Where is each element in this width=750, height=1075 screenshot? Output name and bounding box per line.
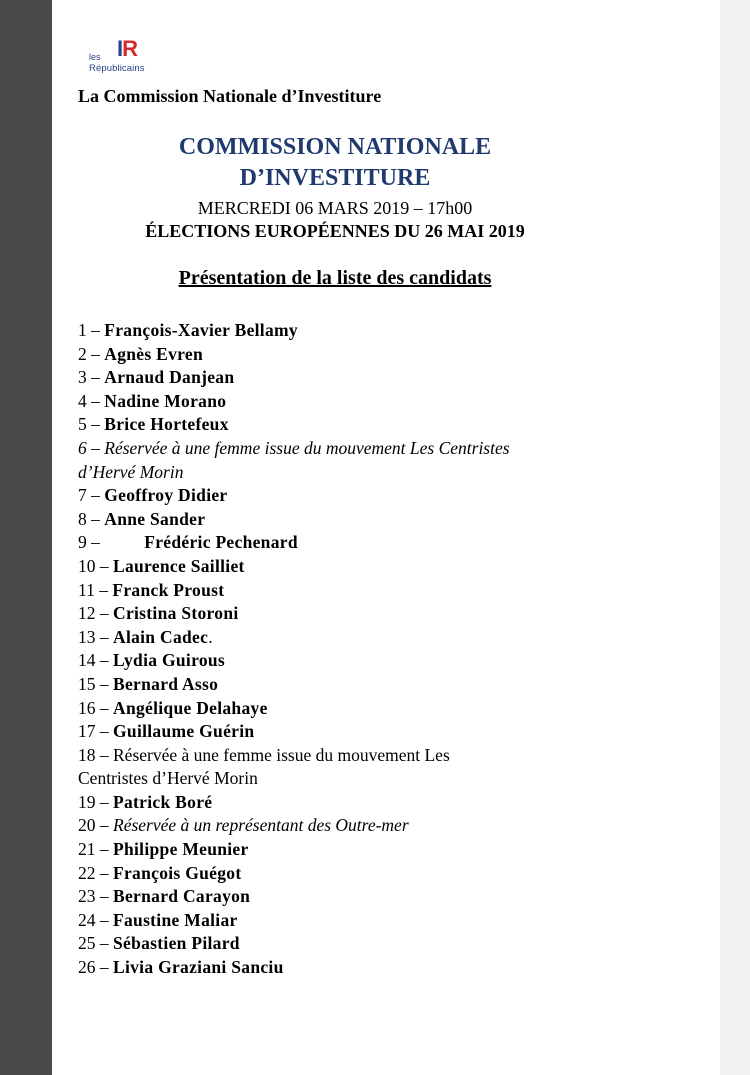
reserved-list-item: 6 – Réservée à une femme issue du mouvement Les Centristes d’Hervé Morin (78, 437, 510, 482)
election-title: ÉLECTIONS EUROPÉENNES DU 26 MAI 2019 (145, 221, 525, 241)
list-item: 1 – François-Xavier Bellamy (78, 320, 298, 340)
logo-republicains-text: Républicains (89, 63, 145, 74)
meeting-date: MERCREDI 06 MARS 2019 – 17h00 (197, 198, 473, 218)
list-heading: Présentation de la liste des candidats (178, 267, 492, 289)
list-item: 26 – Livia Graziani Sanciu (78, 957, 284, 978)
list-item: 14 – Lydia Guirous (78, 650, 226, 671)
list-item: 4 – Nadine Morano (78, 390, 227, 411)
logo-les-text: les (89, 52, 101, 62)
list-item: 21 – Philippe Meunier (78, 839, 249, 860)
list-item: 11 – Franck Proust (78, 579, 225, 600)
list-item: 13 – Alain Cadec. (78, 626, 213, 647)
list-item: 23 – Bernard Carayon (78, 886, 251, 907)
commission-header: La Commission Nationale d’Investiture (78, 86, 382, 106)
list-item: 24 – Faustine Maliar (78, 909, 238, 930)
list-item: 3 – Arnaud Danjean (78, 367, 235, 388)
reserved-list-item: 18 – Réservée à une femme issue du mouvement Les Centristes d’Hervé Morin (78, 744, 450, 789)
list-item: 7 – Geoffroy Didier (78, 485, 228, 506)
list-item: 15 – Bernard Asso (78, 673, 219, 694)
reserved-list-item: 20 – Réservée à un représentant des Outre-mer (78, 815, 409, 836)
list-item: 5 – Brice Hortefeux (78, 414, 229, 435)
list-item: 22 – François Guégot (78, 862, 242, 883)
candidate-list (78, 319, 638, 980)
list-item: 8 – Anne Sander (78, 508, 206, 529)
list-item: 25 – Sébastien Pilard (78, 933, 240, 954)
list-item: 9 – Frédéric Pechenard (78, 532, 298, 553)
title-line-2: D’INVESTITURE (239, 165, 431, 191)
les-republicains-logo (89, 38, 179, 78)
list-item: 16 – Angélique Delahaye (78, 697, 268, 718)
title-line-1: COMMISSION NATIONALE (178, 134, 492, 160)
logo-mark: IR (117, 36, 138, 61)
list-item: 19 – Patrick Boré (78, 791, 213, 812)
list-item: 17 – Guillaume Guérin (78, 721, 255, 742)
list-item: 2 – Agnès Evren (78, 343, 203, 364)
page-title (52, 132, 618, 194)
list-item: 10 – Laurence Sailliet (78, 555, 245, 576)
list-item: 12 – Cristina Storoni (78, 603, 239, 624)
viewer-edge (720, 0, 750, 1075)
